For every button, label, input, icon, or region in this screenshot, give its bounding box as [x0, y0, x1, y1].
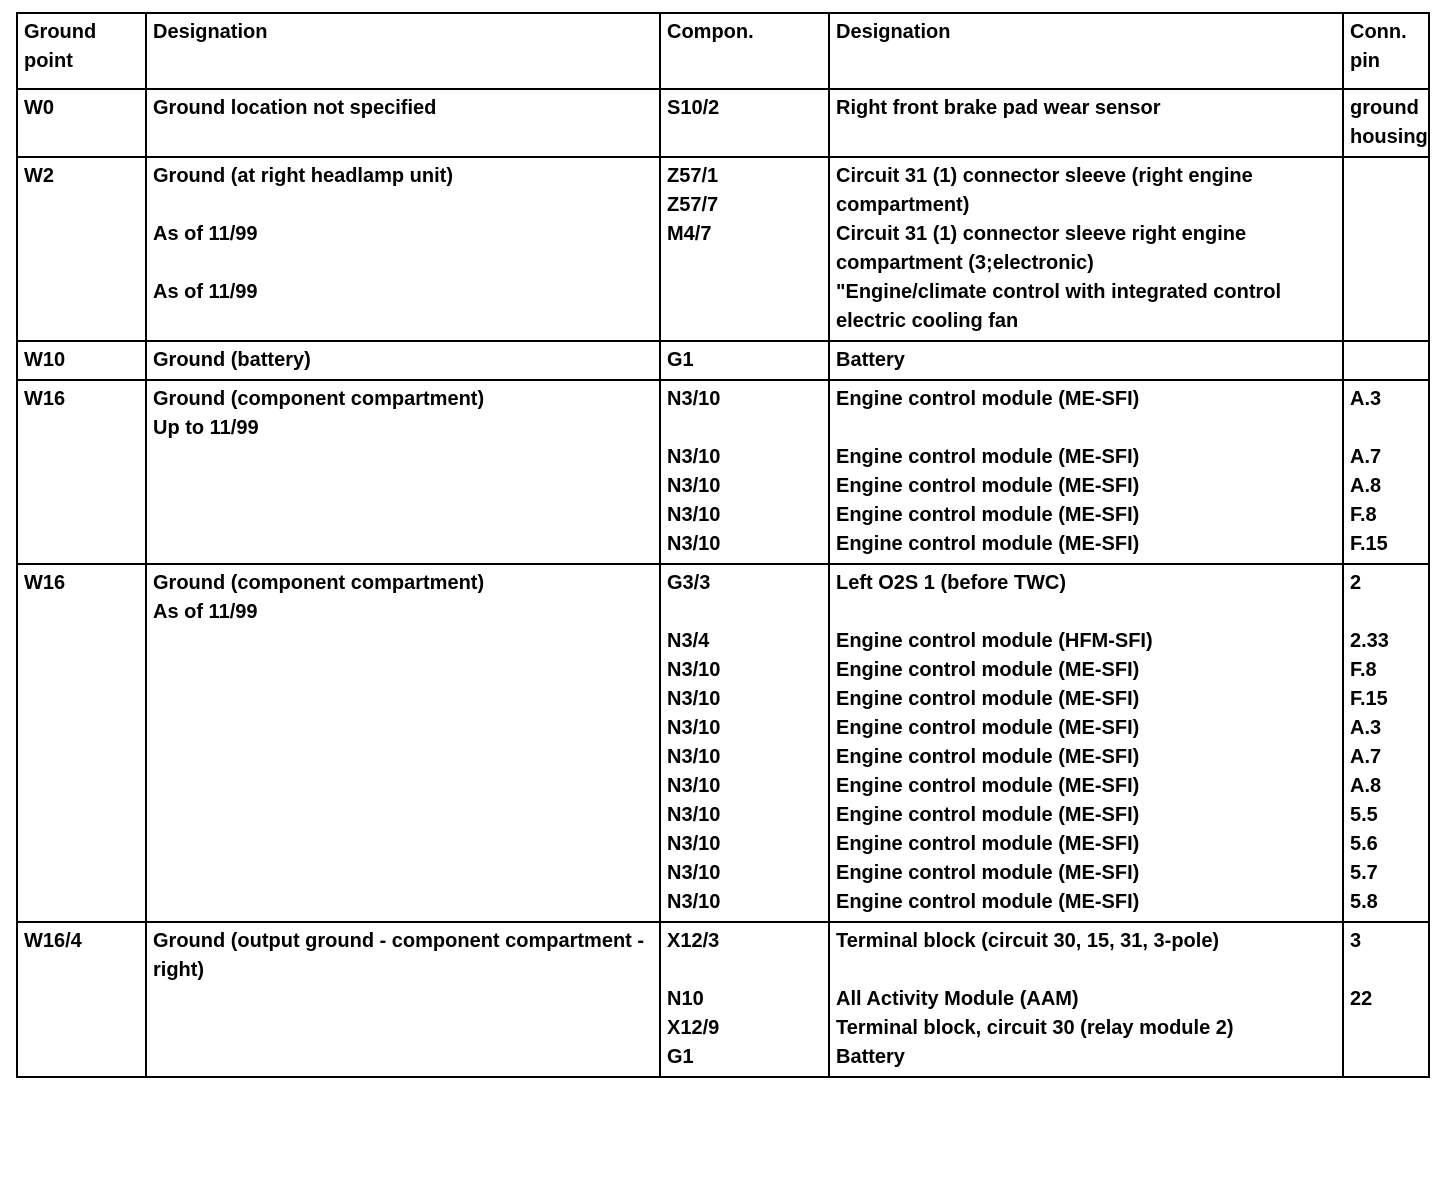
- component-designation: Terminal block, circuit 30 (relay module 2): [836, 1017, 1234, 1039]
- header-component-designation: Designation: [829, 13, 1343, 89]
- ground-designation-line: [153, 191, 653, 220]
- component-code: N3/10: [667, 775, 721, 797]
- component-code: Z57/1: [667, 165, 719, 187]
- component-designation: Engine control module (ME-SFI): [836, 775, 1140, 797]
- component-code: N3/10: [667, 862, 721, 884]
- conn-pin: A.3: [1350, 717, 1382, 739]
- conn-pin: A.8: [1350, 475, 1382, 497]
- component-code: G3/3: [667, 572, 711, 594]
- conn-pin-cell: [1343, 922, 1429, 1077]
- component-designation-cell: [829, 564, 1343, 922]
- component-cell: [660, 157, 829, 341]
- component-code: N3/10: [667, 504, 721, 526]
- ground-point-cell: W10: [17, 341, 146, 380]
- ground-designation-line: Ground (component compartment): [153, 572, 485, 594]
- component-designation: Engine control module (ME-SFI): [836, 717, 1140, 739]
- component-code: N3/10: [667, 717, 721, 739]
- ground-designation-line: As of 11/99: [153, 601, 258, 623]
- component-code: N3/4: [667, 630, 710, 652]
- component-designation: Battery: [836, 349, 905, 371]
- component-designation: [836, 956, 1336, 985]
- component-designation: Left O2S 1 (before TWC): [836, 572, 1067, 594]
- component-designation-cell: [829, 157, 1343, 341]
- component-code: Z57/7: [667, 194, 719, 216]
- ground-designation-line: Ground (component compartment): [153, 388, 485, 410]
- conn-pin-cell: [1343, 564, 1429, 922]
- conn-pin: ground housing: [1350, 97, 1428, 148]
- ground-designation-line: Up to 11/99: [153, 417, 259, 439]
- conn-pin: F.8: [1350, 504, 1377, 526]
- table-row: [17, 380, 1429, 564]
- conn-pin-cell: [1343, 157, 1429, 341]
- component-cell: [660, 341, 829, 380]
- component-code: G1: [667, 1046, 694, 1068]
- conn-pin: A.7: [1350, 746, 1382, 768]
- component-code: N3/10: [667, 746, 721, 768]
- header-component: Compon.: [660, 13, 829, 89]
- conn-pin: [1350, 220, 1422, 249]
- component-designation-cell: [829, 89, 1343, 157]
- component-designation-cell: [829, 922, 1343, 1077]
- component-designation: Circuit 31 (1) connector sleeve right engine compartment (3;electronic): [836, 223, 1247, 274]
- component-designation: Engine control module (ME-SFI): [836, 446, 1140, 468]
- component-designation: Engine control module (ME-SFI): [836, 504, 1140, 526]
- conn-pin: [1350, 1043, 1422, 1072]
- ground-point-cell: W0: [17, 89, 146, 157]
- ground-designation-line: Ground location not specified: [153, 97, 437, 119]
- component-code: G1: [667, 349, 694, 371]
- component-designation: [836, 414, 1336, 443]
- conn-pin: 3: [1350, 930, 1362, 952]
- ground-points-table: [16, 12, 1430, 1078]
- ground-designation-cell: [146, 89, 660, 157]
- conn-pin: A.8: [1350, 775, 1382, 797]
- conn-pin-cell: [1343, 341, 1429, 380]
- ground-point-cell: W16: [17, 380, 146, 564]
- component-designation: Circuit 31 (1) connector sleeve (right engine compartment): [836, 165, 1253, 216]
- conn-pin-cell: [1343, 89, 1429, 157]
- component-code: N10: [667, 988, 704, 1010]
- component-code: [667, 956, 822, 985]
- component-designation: Engine control module (ME-SFI): [836, 746, 1140, 768]
- table-body: [17, 89, 1429, 1077]
- ground-designation-cell: [146, 157, 660, 341]
- table-row: [17, 89, 1429, 157]
- ground-designation-line: Ground (at right headlamp unit): [153, 165, 453, 187]
- conn-pin: 5.7: [1350, 862, 1378, 884]
- component-code: S10/2: [667, 97, 720, 119]
- component-code: M4/7: [667, 223, 712, 245]
- table-row: [17, 564, 1429, 922]
- component-designation: "Engine/climate control with integrated control electric cooling fan: [836, 281, 1282, 332]
- component-cell: [660, 380, 829, 564]
- component-designation: Engine control module (ME-SFI): [836, 891, 1140, 913]
- ground-designation-cell: [146, 564, 660, 922]
- conn-pin: 5.8: [1350, 891, 1378, 913]
- ground-designation-line: Ground (output ground - component compartment - right): [153, 930, 645, 981]
- ground-designation-cell: [146, 922, 660, 1077]
- component-designation: Engine control module (ME-SFI): [836, 475, 1140, 497]
- conn-pin: [1350, 414, 1422, 443]
- component-designation: Engine control module (HFM-SFI): [836, 630, 1153, 652]
- component-code: X12/3: [667, 930, 720, 952]
- ground-point-cell: W2: [17, 157, 146, 341]
- component-designation: [836, 598, 1336, 627]
- component-designation: Terminal block (circuit 30, 15, 31, 3-pole): [836, 930, 1220, 952]
- conn-pin: [1350, 162, 1422, 191]
- component-designation: Right front brake pad wear sensor: [836, 97, 1161, 119]
- ground-point-cell: W16: [17, 564, 146, 922]
- component-designation: Engine control module (ME-SFI): [836, 833, 1140, 855]
- ground-point-cell: W16/4: [17, 922, 146, 1077]
- header-conn-pin: Conn. pin: [1343, 13, 1429, 89]
- component-code: N3/10: [667, 475, 721, 497]
- component-cell: [660, 922, 829, 1077]
- conn-pin: 22: [1350, 988, 1373, 1010]
- component-designation: Engine control module (ME-SFI): [836, 862, 1140, 884]
- conn-pin: A.7: [1350, 446, 1382, 468]
- conn-pin: F.15: [1350, 688, 1388, 710]
- ground-designation-cell: [146, 380, 660, 564]
- component-designation-cell: [829, 341, 1343, 380]
- conn-pin: [1350, 346, 1422, 375]
- conn-pin: 5.6: [1350, 833, 1378, 855]
- component-code: N3/10: [667, 533, 721, 555]
- ground-designation-line: [153, 249, 653, 278]
- ground-designation-line: Ground (battery): [153, 349, 311, 371]
- table-row: [17, 157, 1429, 341]
- component-code: [667, 598, 822, 627]
- component-designation: Engine control module (ME-SFI): [836, 533, 1140, 555]
- conn-pin: [1350, 191, 1422, 220]
- component-designation: Engine control module (ME-SFI): [836, 688, 1140, 710]
- conn-pin: [1350, 598, 1422, 627]
- component-cell: [660, 564, 829, 922]
- component-designation-cell: [829, 380, 1343, 564]
- conn-pin: [1350, 956, 1422, 985]
- table-row: [17, 341, 1429, 380]
- conn-pin: F.15: [1350, 533, 1388, 555]
- component-code: N3/10: [667, 688, 721, 710]
- conn-pin: F.8: [1350, 659, 1377, 681]
- component-code: [667, 414, 822, 443]
- ground-designation-cell: [146, 341, 660, 380]
- component-designation: All Activity Module (AAM): [836, 988, 1079, 1010]
- component-code: N3/10: [667, 659, 721, 681]
- ground-designation-line: As of 11/99: [153, 281, 258, 303]
- conn-pin: 5.5: [1350, 804, 1378, 826]
- component-code: N3/10: [667, 388, 721, 410]
- component-designation: Engine control module (ME-SFI): [836, 804, 1140, 826]
- conn-pin-cell: [1343, 380, 1429, 564]
- component-designation: Battery: [836, 1046, 905, 1068]
- component-code: N3/10: [667, 891, 721, 913]
- ground-designation-line: As of 11/99: [153, 223, 258, 245]
- component-code: N3/10: [667, 446, 721, 468]
- header-designation: Designation: [146, 13, 660, 89]
- component-designation: Engine control module (ME-SFI): [836, 388, 1140, 410]
- conn-pin: 2.33: [1350, 630, 1389, 652]
- conn-pin: 2: [1350, 572, 1362, 594]
- table-row: [17, 922, 1429, 1077]
- conn-pin: [1350, 1014, 1422, 1043]
- component-code: X12/9: [667, 1017, 720, 1039]
- table-header-row: [17, 13, 1429, 89]
- conn-pin: A.3: [1350, 388, 1382, 410]
- component-designation: Engine control module (ME-SFI): [836, 659, 1140, 681]
- component-code: N3/10: [667, 833, 721, 855]
- component-cell: [660, 89, 829, 157]
- component-code: N3/10: [667, 804, 721, 826]
- header-ground-point: Ground point: [17, 13, 146, 89]
